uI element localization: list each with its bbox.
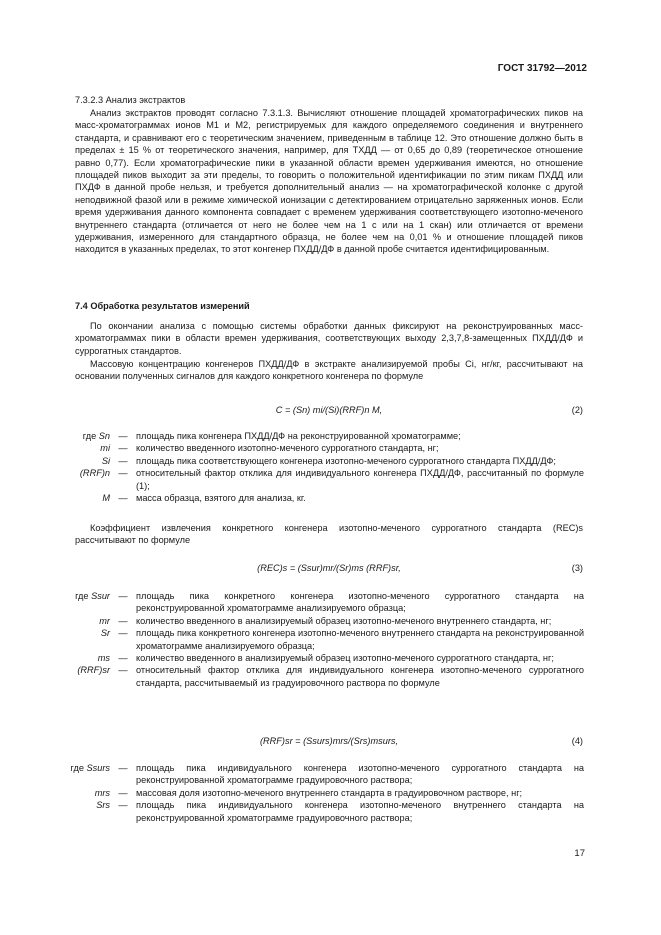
section-7323-title: 7.3.2.3 Анализ экстрактов (75, 95, 186, 105)
definition-text: площадь пика соответствующего конгенера изотопно-меченого суррогатного стандарта ПХДД/ДФ; (136, 455, 556, 466)
definition-item: где Sn — площадь пика конгенера ПХДД/ДФ на реконструированной хроматограмме; (48, 430, 584, 442)
definition-item: ms — количество введенного в анализируемый образец изотопно-меченого суррогатного стандарта, нг; (48, 652, 584, 664)
definition-item: Srs — площадь пика индивидуального конгенера изотопно-меченого внутреннего стандарта на реконструированной хроматограмме градуировочного раствора; (48, 799, 584, 824)
formula-4-expression: (RRF)sr = (Ssurs)mrs/(Srs)msurs, (259, 736, 399, 746)
definition-symbol: где Ssur (75, 591, 110, 601)
definition-text: площадь пика индивидуального конгенера изотопно-меченого внутреннего стандарта на реконструированной хроматограмме градуировочного раствора; (136, 800, 584, 823)
definition-item: (RRF)n — относительный фактор отклика для индивидуального конгенера ПХДД/ДФ, рассчитанный по формуле (1); (48, 467, 584, 492)
formula-3-expression: (REC)s = (Ssur)mr/(Sr)ms (RRF)sr, (257, 563, 401, 573)
definition-item: mrs — массовая доля изотопно-меченого внутреннего стандарта в градуировочном растворе, нг; (48, 787, 584, 799)
section-74-paragraph-1: По окончании анализа с помощью системы обработки данных фиксируют на реконструированных масс-хроматограммах пики в области времен удерживания, соответствующих выходу 2,3,7,8-замещенных ПХДД/ДФ и суррогатных стандартов. (75, 321, 583, 356)
definition-item: где Ssurs — площадь пика индивидуального конгенера изотопно-меченого суррогатного стандарта на реконструированной хроматограмме градуировочного раствора; (48, 762, 584, 787)
definition-text: относительный фактор отклика для индивидуального конгенера ПХДД/ДФ, рассчитанный по формуле (1); (136, 468, 584, 491)
definition-item: (RRF)sr — относительный фактор отклика для индивидуального конгенера изотопно-меченого суррогатного стандарта, рассчитываемый из градуировочного раствора по формуле (48, 664, 584, 689)
page-number: 17 (574, 848, 585, 859)
formula-2-number: (2) (571, 405, 583, 415)
definition-symbol: mr (99, 615, 110, 626)
recovery-paragraph: Коэффициент извлечения конкретного конгенера изотопно-меченого суррогатного стандарта (REC)s рассчитывают по формуле (75, 523, 583, 546)
definition-item: M — масса образца, взятого для анализа, кг. (48, 492, 584, 504)
definition-text: количество введенного в анализируемый образец изотопно-меченого внутреннего стандарта, нг; (136, 615, 552, 626)
definition-text: массовая доля изотопно-меченого внутреннего стандарта в градуировочном растворе, нг; (136, 787, 523, 798)
definition-item: Si — площадь пика соответствующего конгенера изотопно-меченого суррогатного стандарта ПХДД/ДФ; (48, 455, 584, 467)
definition-symbol: M (102, 493, 110, 504)
definitions-formula-4 (48, 762, 584, 824)
definition-text: количество введенного в анализируемый образец изотопно-меченого суррогатного стандарта, нг; (136, 653, 554, 664)
formula-4-number: (4) (571, 736, 583, 746)
formula-2 (75, 404, 583, 418)
definitions-formula-3 (48, 590, 584, 689)
definition-symbol: Srs (96, 800, 110, 811)
definition-symbol: mrs (94, 787, 110, 798)
formula-3 (75, 562, 583, 576)
definition-symbol: (RRF)n (79, 468, 110, 479)
definition-text: площадь пика конкретного конгенера изотопно-меченого внутреннего стандарта на реконструированной хроматограмме анализируемого образца; (136, 628, 584, 651)
definition-symbol: (RRF)sr (77, 665, 110, 676)
definition-item: mr — количество введенного в анализируемый образец изотопно-меченого внутреннего стандарта, нг; (48, 615, 584, 627)
definition-text: масса образца, взятого для анализа, кг. (136, 493, 306, 504)
definitions-formula-2 (48, 430, 584, 504)
definition-symbol: mi (100, 443, 110, 454)
definition-symbol: где Ssurs (70, 763, 110, 773)
definition-symbol: ms (97, 653, 110, 664)
section-74-paragraph-2: Массовую концентрацию конгенеров ПХДД/ДФ в экстракте анализируемой пробы Ci, нг/кг, рассчитывают на основании полученных сигналов для каждого конкретного конгенера по формуле (75, 359, 583, 382)
section-7323-body: Анализ экстрактов проводят согласно 7.3.1.3. Вычисляют отношение площадей хроматографических пиков на масс-хроматограммах ионов M1 и M2, регистрируемых для каждого определяемого соединения и внутреннего стандарта, и сравнивают его с теоретическим значением, приведенным в таблице 12. Это отношение должно быть в пределах ± 15 % от теоретического значения, например, для ТХДД — от 0,65 до 0,89 (теоретическое отношение равно 0,77). Если хроматографические пики в указанной области времен удерживания имеются, но отношение площадей пиков выходит за эти пределы, то говорить о положительной идентификации по этим пикам ПХДД или ПХДФ в данной пробе нельзя, и требуется дополнительный анализ — на хроматографической колонке с другой неподвижной фазой или в режиме химической ионизации с детектированием отрицательно заряженных ионов. Если время удерживания данного компонента совпадает с временем удерживания соответствующего изотопно-меченого внутреннего стандарта (отличается от него не более чем на 1 с или на 1 скан) или отличается от времени удерживания, измеренного для стандартного образца, не более чем на 0,01 % и отношение площадей пиков находится в указанных пределах, то этот конгенер ПХДД/ДФ в данной пробе считается идентифицированным. (75, 108, 583, 255)
definition-item: Sr — площадь пика конкретного конгенера изотопно-меченого внутреннего стандарта на реконструированной хроматограмме анализируемого образца; (48, 627, 584, 652)
definition-item: где Ssur — площадь пика конкретного конгенера изотопно-меченого суррогатного стандарта на реконструированной хроматограмме анализируемого образца; (48, 590, 584, 615)
formula-2-expression: C = (Sn) mi/(Si)(RRF)n M, (275, 405, 383, 415)
definition-item: mi — количество введенного изотопно-меченого суррогатного стандарта, нг; (48, 442, 584, 454)
formula-4 (75, 735, 583, 749)
definition-text: площадь пика индивидуального конгенера изотопно-меченого суррогатного стандарта на реконструированной хроматограмме градуировочного раствора; (136, 763, 584, 786)
definition-text: площадь пика конкретного конгенера изотопно-меченого суррогатного стандарта на реконструированной хроматограмме анализируемого образца; (136, 591, 584, 614)
definition-symbol: где Sn (82, 431, 110, 441)
definition-text: количество введенного изотопно-меченого суррогатного стандарта, нг; (136, 443, 439, 454)
definition-symbol: Sr (100, 628, 110, 639)
definition-text: относительный фактор отклика для индивидуального конгенера изотопно-меченого суррогатного стандарта, рассчитываемый из градуировочного раствора по формуле (136, 665, 584, 688)
document-header: ГОСТ 31792—2012 (497, 63, 587, 74)
formula-3-number: (3) (571, 563, 583, 573)
definition-text: площадь пика конгенера ПХДД/ДФ на реконструированной хроматограмме; (136, 431, 461, 441)
section-74-title: 7.4 Обработка результатов измерений (75, 301, 250, 311)
definition-symbol: Si (101, 455, 110, 466)
